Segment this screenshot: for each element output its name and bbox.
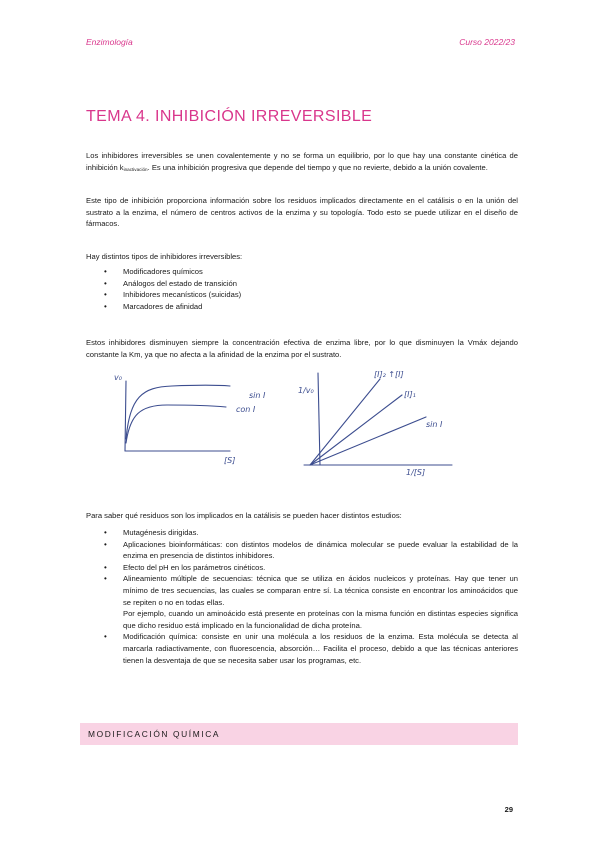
lb-label-low-inhibitor: [I]₁	[404, 390, 416, 399]
studies-intro: Para saber qué residuos son los implicados en la catálisis se pueden hacer distintos estudios:	[86, 511, 402, 520]
list-item	[86, 573, 518, 631]
types-list	[86, 266, 518, 312]
mm-x-label: [S]	[224, 456, 236, 465]
list-item: • Modificación química: consiste en unir una molécula a los residuos de la enzima. Esta molécula se detecta al marcarla radiactivamente, con fluorescencia, absorción… Facilita el proceso, debido a que las técnicas anteriores tienen la desventaja de que se necesita saber usar los programas, etc.	[86, 631, 518, 666]
effect-paragraph: Estos inhibidores disminuyen siempre la concentración efectiva de enzima libre, por lo que disminuyen la Vmáx dejando constante la Km, ya que no afecta a la afinidad de la enzima por el sustrato.	[86, 338, 518, 359]
list-item: • Inhibidores mecanísticos (suicidas)	[86, 289, 518, 301]
section-heading: MODIFICACIÓN QUÍMICA	[88, 729, 221, 739]
mm-label-with-inhibitor: con I	[236, 405, 256, 414]
mm-y-label: v₀	[114, 373, 122, 382]
k-subscript: inactivación	[123, 166, 148, 172]
lb-x-label: 1/[S]	[406, 468, 426, 477]
lb-label-without-inhibitor: sin I	[426, 420, 443, 429]
list-item: • Mutagénesis dirigidas.	[86, 527, 518, 539]
lb-label-high-inhibitor: [I]₂ ↑[I]	[374, 370, 404, 379]
handwritten-kinetics-sketch	[112, 367, 484, 493]
intro-paragraph	[86, 150, 518, 175]
info-paragraph: Este tipo de inhibición proporciona información sobre los residuos implicados directamente en el catálisis o en la unión del sustrato a la enzima, el número de centros activos de la enzima y su topología. Todo esto se puede utilizar en el diseño de fármacos.	[86, 196, 518, 229]
alignment-text: Alineamiento múltiple de secuencias: técnica que se utiliza en ácidos nucleicos y proteínas. Hay que tener un mínimo de tres secuencias, las cuales se comparan entre sí. La técnica consiste en encontrar los aminoácidos que se repiten o no en todas ellas.	[123, 574, 518, 607]
mm-curve-without-inhibitor	[126, 385, 230, 439]
lb-line-low-inhibitor	[310, 395, 402, 465]
header-course: Curso 2022/23	[459, 37, 515, 47]
list-item: • Análogos del estado de transición	[86, 278, 518, 290]
page-title: TEMA 4. INHIBICIÓN IRREVERSIBLE	[86, 108, 373, 125]
lb-plot	[304, 373, 452, 465]
list-item: • Efecto del pH en los parámetros cinéticos.	[86, 562, 518, 574]
intro-text-end: . Es una inhibición progresiva que depende del tiempo y que no revierte, debido a la unión covalente.	[147, 162, 488, 172]
list-item: • Marcadores de afinidad	[86, 301, 518, 313]
header-subject: Enzimología	[86, 37, 133, 47]
lb-line-high-inhibitor	[310, 379, 380, 465]
lb-y-axis	[318, 373, 320, 465]
alignment-example: Por ejemplo, cuando un aminoácido está presente en proteínas con la misma función en distintas especies significa que dicho residuo está implicado en la funcionalidad de dicha proteína.	[123, 609, 518, 630]
list-item: • Aplicaciones bioinformáticas: con distintos modelos de dinámica molecular se puede evaluar la estabilidad de la enzima en presencia de distintos inhibidores.	[86, 539, 518, 562]
lb-y-label: 1/v₀	[298, 386, 314, 395]
intro-text-start: Los inhibidores irreversibles se unen covalentemente y no se forma un equilibrio, por lo que hay una constante cinética de inhibición k	[86, 151, 518, 172]
list-item: • Modificadores químicos	[86, 266, 518, 278]
mm-plot	[125, 381, 230, 451]
page-number: 29	[504, 805, 513, 814]
mm-label-without-inhibitor: sin I	[249, 391, 266, 400]
studies-list	[86, 527, 518, 666]
mm-curve-with-inhibitor	[126, 405, 226, 443]
lb-line-without-inhibitor	[310, 417, 426, 465]
types-intro: Hay distintos tipos de inhibidores irreversibles:	[86, 252, 243, 261]
